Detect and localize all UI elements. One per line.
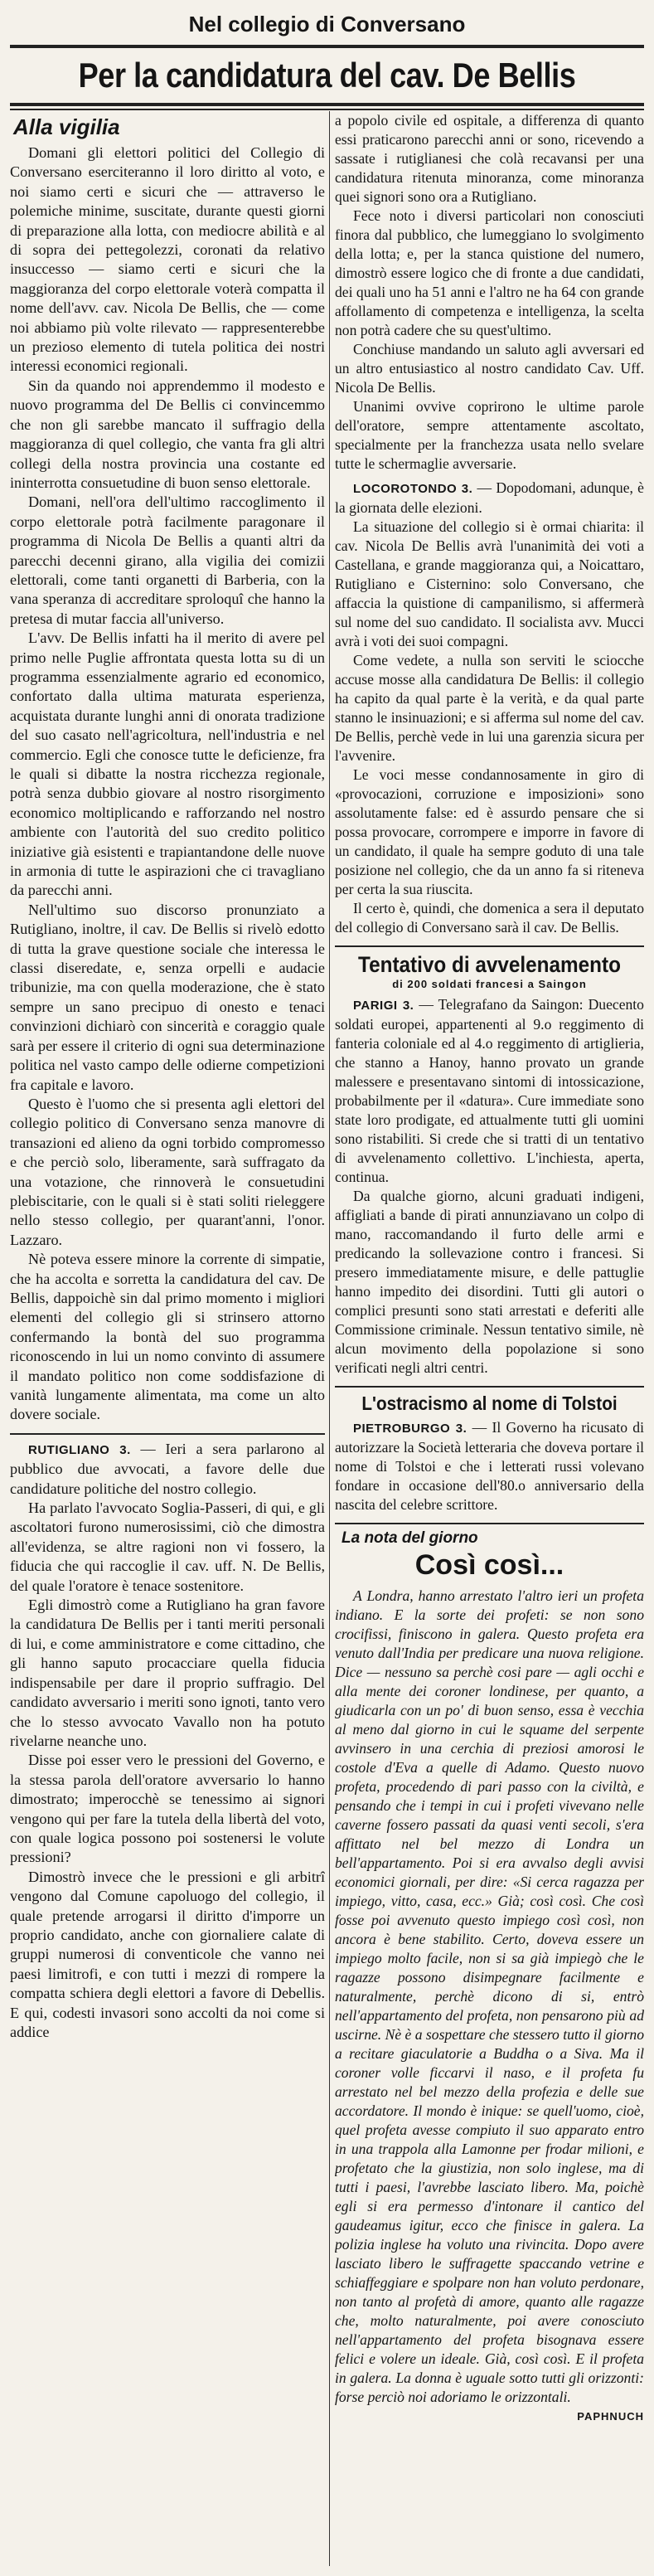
paragraph: Dimostrò invece che le pressioni e gli arbitrî vengono dal Comune capoluogo del collegio, il quale pretende arrogarsi il diritto d'imporre un proprio candidato, anche con giornaliere calate di gruppi numerosi di conventicole che vanno nei paesi limitrofi, e con tutti i mezzi di rompere la compatta schiera degli elettori a favore di Debellis. E qui, codesti invasori sono accolti da noi come si addice <box>10 1868 325 2040</box>
paragraph: Conchiuse mandando un saluto agli avversari ed un altro entusiastico al nostro candidato Cav. Uff. Nicola De Bellis. <box>335 341 644 396</box>
dateline-locorotondo: LOCOROTONDO 3. <box>353 482 473 496</box>
paragraph: Da qualche giorno, alcuni graduati indigeni, affigliati a bande di pirati annunziavano un colpo di mano, raccomandando il furto delle armi e predicando la sollevazione contro i francesi. Si presero immediatamente misure, e delle pattuglie hanno impedito dei disordini. Tutti gli autori o complici presunti sono stati arrestati e deferiti alle Commissione criminale. Nessun tentativo simile, nè alcun movimento della popolazione si sono verificati negli altri centri. <box>335 1188 644 1376</box>
poison-report <box>335 995 644 1187</box>
paragraph: La situazione del collegio si è ormai chiarita: il cav. Nicola De Bellis avrà l'unanimità dei voti a Castellana, e grande maggioranza qui, a Noicattaro, Rutigliano e Cisternino: solo Conversano, che affaccia la quistione di campanilismo, si affermerà sul nome del suo candidato. Il socialista avv. Mucci avrà i voti dei suoi compagni. <box>335 518 644 649</box>
dateline-pietroburgo: PIETROBURGO 3. <box>353 1422 467 1436</box>
separator <box>335 1523 644 1524</box>
banner-headline: Per la candidatura del cav. De Bellis <box>78 56 576 95</box>
separator <box>10 1433 325 1435</box>
paragraph: a popolo civile ed ospitale, a differenza di quanto essi praticarono parecchi anni or sono, ricevendo a sassate i rutiglianesi che colà recavansi per una candidatura ritenuta minoranza, come minoranza quei signori sono ora a Rutigliano. <box>335 112 644 205</box>
paragraph-text: — Il Governo ha ricusato di autorizzare la Società letteraria che doveva portare il nome di Tolstoi e che i letterati russi volevano fondare in occasione dell'80.o anniversario della nascita del celebre scrittore. <box>335 1419 644 1513</box>
nota-signature: PAPHNUCH <box>577 2410 644 2423</box>
paragraph: Unanimi ovvive coprirono le ultime parole dell'oratore, sempre attentamente ascoltato, specialmente per la franchezza usata nello svelare tutte le schermaglie avversarie. <box>335 398 644 472</box>
paragraph: L'avv. De Bellis infatti ha il merito di avere pel primo nelle Puglie affrontata questa lotta su di un programma essenzialmente agrario ed economico, confortato dalla ultima maturata esperienza, acquistata durante lunghi anni di onorata tradizione del suo casato nell'agricoltura, nell'industria e nel commercio. Egli che conosce tutte le deficienze, fra le quali si dibatte la nostra ricchezza regionale, potrà senza dubbio giovare al nostro risorgimento economico moltiplicando e rafforzando nel nostro ambiente con l'autorità del suo credito politico iniziative già esistenti e trapiantandone delle nuove in armonia di tutte le aspirazioni che ci travagliano da parecchi anni. <box>10 629 325 899</box>
paragraph: Questo è l'uomo che si presenta agli elettori del collegio politico di Conversano senza manovre di transazioni ed alieno da ogni torbido compromesso e che perciò solo, liberamente, sarà suffragato da una votazione, che rinnoverà le consuetudini plebiscitarie, con le quali si è stati soliti rieleggere nello stesso collegio, per quarant'anni, l'onor. Lazzaro. <box>10 1095 325 1248</box>
banner-rule-thin <box>10 109 644 110</box>
paragraph: Ha parlato l'avvocato Soglia-Passeri, di qui, e gli ascoltatori furono numerosissimi, ciò che dimostra all'evidenza, se altre ragioni non vi fossero, la fiducia che qui raccoglie il cav. uff. N. De Bellis, del quale l'oratore è tenace sostenitore. <box>10 1499 325 1594</box>
rubric-nota-del-giorno: La nota del giorno <box>342 1529 478 1547</box>
banner-rule <box>10 103 644 106</box>
left-column <box>10 111 325 2566</box>
paragraph: Fece noto i diversi particolari non conosciuti finora dal pubblico, che lumeggiano lo svolgimento della lotta; e, per la stanca quistione del numero, dimostrò essere logico che di fronte a due candidati, dei quali uno ha 51 anni e l'altro ne ha 64 con grande affollamento di competenza e intelligenza, la scelta non potrà cadere che su quest'ultimo. <box>335 207 644 338</box>
paragraph: Disse poi esser vero le pressioni del Governo, e la stessa parola dell'oratore avversario lo hanno dimostrato; imperocchè se tenessimo ai signori vengono qui per fare la tutela della libertà del voto, con quale logica possono poi sostenersi le volute pressioni? <box>10 1752 325 1866</box>
section-heading: Nel collegio di Conversano <box>188 12 466 36</box>
nota-headline: Così così... <box>414 1549 564 1581</box>
article-columns <box>10 111 644 2566</box>
paragraph: Sin da quando noi apprendemmo il modesto e nuovo programma del De Bellis ci convincemmo che non gli sarebbe mancato il suffragio della maggioranza di quel collegio, che vanta fra gli altri collegi della nostra provincia una costante ed ininterrotta consuetudine di buon senso elettorale. <box>10 377 325 491</box>
nota-text: A Londra, hanno arrestato l'altro ieri un profeta indiano. E la sorte dei profeti: se non sono crocifissi, finiscono in galera. Questo profeta era venuto dall'India per predicare una nuova religione. Dice — nessuno sa perchè cosi pare — agli occhi e alla mente dei coroner londinese, per quanto, a giudicarla con un po' di buon senso, essa è vecchia al meno dal giorno in cui le squame del serpente avvinsero in una cerchia di preziosi amorosi le costole d'Eva a quelle di Adamo. Questo nuovo profeta, procedendo di pari passo con la civiltà, e pensando che i tempi in cui i profeti vivevano nelle caverne fossero passati da quasi venti secoli, s'era affittato nel bel mezzo di Londra un bell'appartamento. Poi si era avvalso degli avvisi economici giornali, per dire: «Si cerca ragazza per impiego, vitto, casa, ecc.» Già; così così. Che così fosse poi avvenuto questo impiego così così, non ancora è bene stabilito. Certo, doveva essere un impiego molto facile, non si sa già impiegò che le ragazze possono disimpegnare facilmente e naturalmente, perchè dicono di si, entrò nell'appartamento del profeta, non pensarono più ad uscirne. Nè è a sospettare che stessero tutto il giorno a recitare giaculatorie a Buddha o a Siva. Ma il coroner volle ficcarvi il naso, e il profeta fu arrestato nel bel mezzo della profezia e delle sue accordatore. Il mondo è inique: se quell'uomo, cioè, quel profeta avesse compiuto il suo apparato entro in una trappola alla Lamonne per frodar milioni, e profetato che la giustizia, non solo inglese, ma di tutti i paesi, l'avrebbe lasciato libero. Ma, poichè egli si era permesso d'intonare il cantico del gaudeamus igitur, ecco che finisce in galera. La polizia inglese ha voluto una rivincita. Dopo avere lasciato libero le suffragette spaccando vetrine e schiaffeggiare e spolpare non han voluto perdonare, non tanto al profetà di amore, quanto alle ragazze che, molto naturalmente, poi avere conosciuto nell'appartamento del profeta bisognava essere felici e volere un ideale. Già, così così. E il profeta in galera. La donna è uguale sotto tutti gli orizzonti: forse perciò noi adoriamo le orizzontali. <box>335 1587 644 2405</box>
kicker-alla-vigilia: Alla vigilia <box>13 114 120 139</box>
dateline-parigi: PARIGI 3. <box>353 999 414 1013</box>
paragraph: Nell'ultimo suo discorso pronunziato a Rutigliano, inoltre, il cav. De Bellis si rivelò edotto di tutta la grave questione sociale che interessa le classi diseredate, e, senza orpelli e audacie tribunizie, ma con quella moderazione, che è stato sempre un sano precipuo di onesto e tenaci convinzioni dichiarò con sincerità e coraggio quale sarà per essere il criterio di ogni sua determinazione politica nel vasto campo delle odierne competizioni fra capitale e lavoro. <box>10 901 325 1093</box>
paragraph: Egli dimostrò come a Rutigliano ha gran favore la candidatura De Bellis per i tanti meriti personali di lui, e come amministratore e come cittadino, che gli hanno saputo procacciare quella fiducia indispensabile per dare il proprio suffragio. Del candidato avversario i meriti sono ignoti, tanto vero che lo stesso avvocato Vavallo non ha potuto rivelarne neanche uno. <box>10 1597 325 1749</box>
separator <box>335 1386 644 1388</box>
paragraph: Le voci messe condannosamente in giro di «provocazioni, corruzione e imposizioni» sono assolutamente false: ed è assurdo pensare che si possa provocare, corrompere e imporre in favore di un candidato, il quale ha sempre goduto di una tale posizione nel collegio, che da un anno fa si riteneva per certa la sua riuscita. <box>335 766 644 897</box>
dateline-rutigliano: RUTIGLIANO 3. <box>28 1442 131 1457</box>
rutigliano-report <box>10 1440 325 1499</box>
paragraph-text: — Telegrafano da Saingon: Duecento soldati europei, appartenenti al 9.o reggimento di fanteria coloniale ed al 4.o reggimento di artiglieria, che stanno a Hanoy, hanno provato un grande malessere e presentavano sintomi di intossicazione, probabilmente per il «datura». Cure immediate sono state loro prodigate, ed attualmente tutti gli uomini sono ristabiliti. Si crede che si tratti di un tentativo di avvelenamento collettivo. L'inchiesta, aperta, continua. <box>335 996 644 1185</box>
paragraph: Domani gli elettori politici del Collegio di Conversano eserciteranno il loro diritto al voto, e noi siamo certi e sicuri che — attraverso le polemiche minime, suscitate, durante questi giorni di preparazione alla lotta, con mediocre abilità e al di sopra dei pettegolezzi, coronati da relativo insuccesso — siamo certi e sicuri che la maggioranza del corpo elettorale voterà compatta il nome dell'avv. cav. Nicola De Bellis, che — come noi abbiamo più volte rilevato — rappresenterebbe un prezioso elemento di tutela politica dei nostri interessi economici regionali. <box>10 144 325 375</box>
paragraph-text: — Dopodomani, adunque, è la giornata delle elezioni. <box>335 479 644 516</box>
tolstoi-headline: L'ostracismo al nome di Tolstoi <box>361 1392 618 1414</box>
separator <box>335 945 644 947</box>
tolstoi-report <box>335 1418 644 1514</box>
paragraph: Domani, nell'ora dell'ultimo raccoglimento il corpo elettorale potrà facilmente paragonare il programma di Nicola De Bellis a quanti altri da parecchi decenni girano, alla vigilia dei comizii elettorali, come tanti organetti di Barberia, con la vana speranza di accreditare sproloquî che hanno la pretesa di mutar faccia all'universo. <box>10 493 325 627</box>
paragraph: Il certo è, quindi, che domenica a sera il deputato del collegio di Conversano sarà il cav. De Bellis. <box>335 900 644 936</box>
paragraph-text: — Ieri a sera parlarono al pubblico due avvocati, a favore delle due candidature politiche del nostro collegio. <box>10 1440 325 1497</box>
paragraph: Come vedete, a nulla son serviti le sciocche accuse mosse alla candidatura De Bellis: il collegio ha capito da qual parte è la verità, e da qual parte stanno le insinuazioni; e si afferma sul nome del cav. De Bellis, perchè vede in lui una garenzia sicura per l'avvenire. <box>335 652 644 764</box>
paragraph: Nè poteva essere minore la corrente di simpatie, che ha accolta e sorretta la candidatura del cav. De Bellis, dappoichè sin dal primo momento i migliori elementi del collegio gli si strinsero attorno confermando la bontà del suo programma riconoscendo in lui un nomo convinto di assumere il mandato politico non come soddisfazione di vanità lungamente alimentata, ma come un alto dovere sociale. <box>10 1251 325 1423</box>
locorotondo-report <box>335 479 644 518</box>
right-column <box>335 111 644 2566</box>
poison-subheadline: di 200 soldati francesi a Saingon <box>392 978 587 990</box>
poison-headline: Tentativo di avvelenamento <box>358 952 621 977</box>
column-divider <box>329 111 330 2566</box>
